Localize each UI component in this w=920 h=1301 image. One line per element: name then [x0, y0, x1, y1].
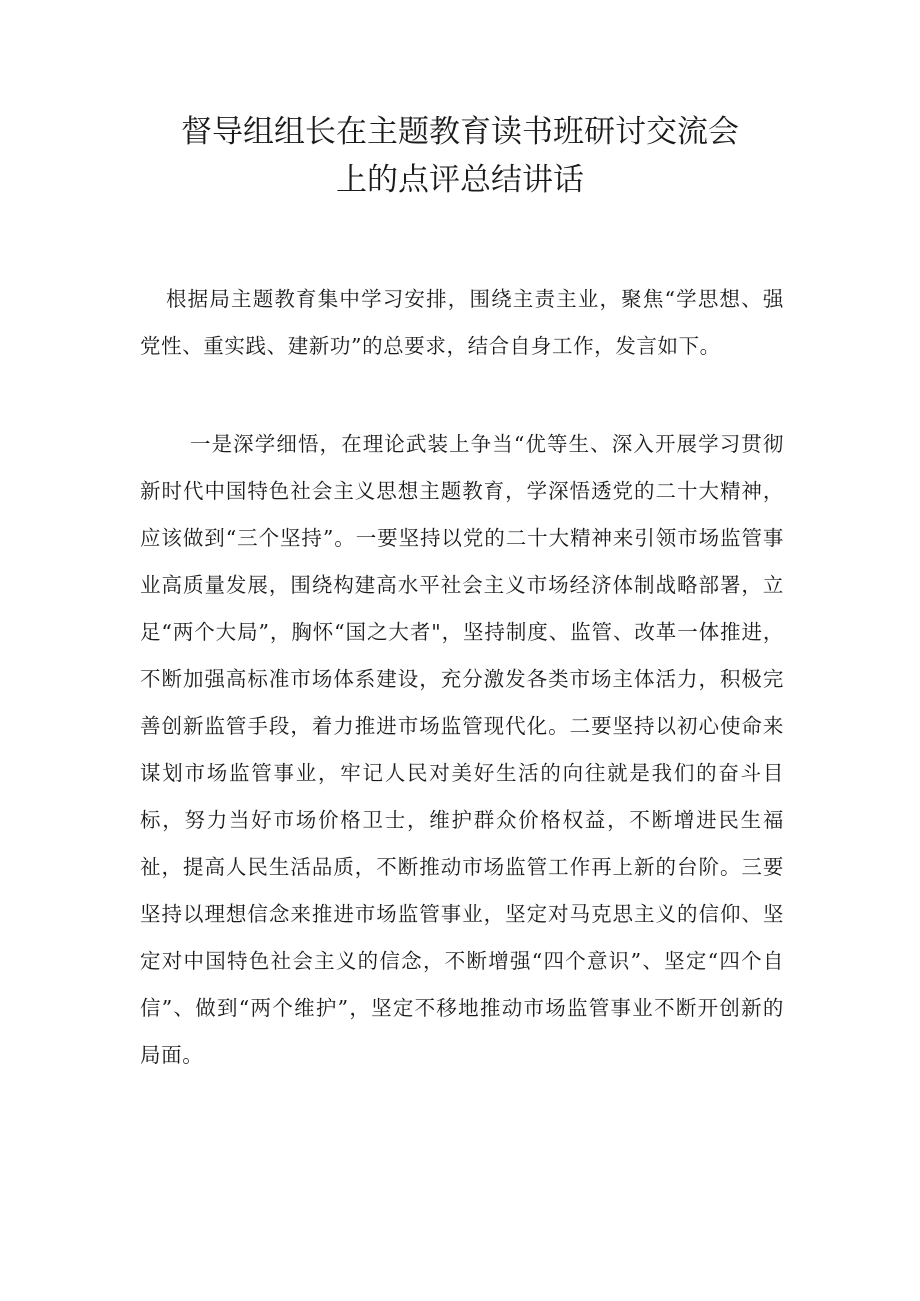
intro-paragraph: 根据局主题教育集中学习安排，围绕主责主业，聚焦“学思想、强党性、重实践、建新功”的总要求，结合自身工作，发言如下。: [140, 287, 784, 358]
document-title: [0, 108, 920, 204]
body-paragraph: 一是深学细悟，在理论武装上争当“优等生、深入开展学习贯彻新时代中国特色社会主义思想主题教育，学深悟透党的二十大精神，应该做到“三个坚持”。一要坚持以党的二十大精神来引领市场监管事业高质量发展，围绕构建高水平社会主义市场经济体制战略部署，立足“两个大局”，胸怀“国之大者"，坚持制度、监管、改革一体推进，不断加强高标准市场体系建设，充分激发各类市场主体活力，积极完善创新监管手段，着力推进市场监管现代化。二要坚持以初心使命来谋划市场监管事业，牢记人民对美好生活的向往就是我们的奋斗目标，努力当好市场价格卫士，维护群众价格权益，不断增进民生福祉，提高人民生活品质，不断推动市场监管工作再上新的台阶。三要坚持以理想信念来推进市场监管事业，坚定对马克思主义的信仰、坚定对中国特色社会主义的信念，不断增强“四个意识”、坚定“四个自信”、做到“两个维护”，坚定不移地推动市场监管事业不断开创新的局面。: [140, 432, 784, 1067]
title-line-2: 上的点评总结讲话: [336, 162, 584, 198]
title-line-1: 督导组组长在主题教育读书班研讨交流会: [181, 114, 739, 150]
